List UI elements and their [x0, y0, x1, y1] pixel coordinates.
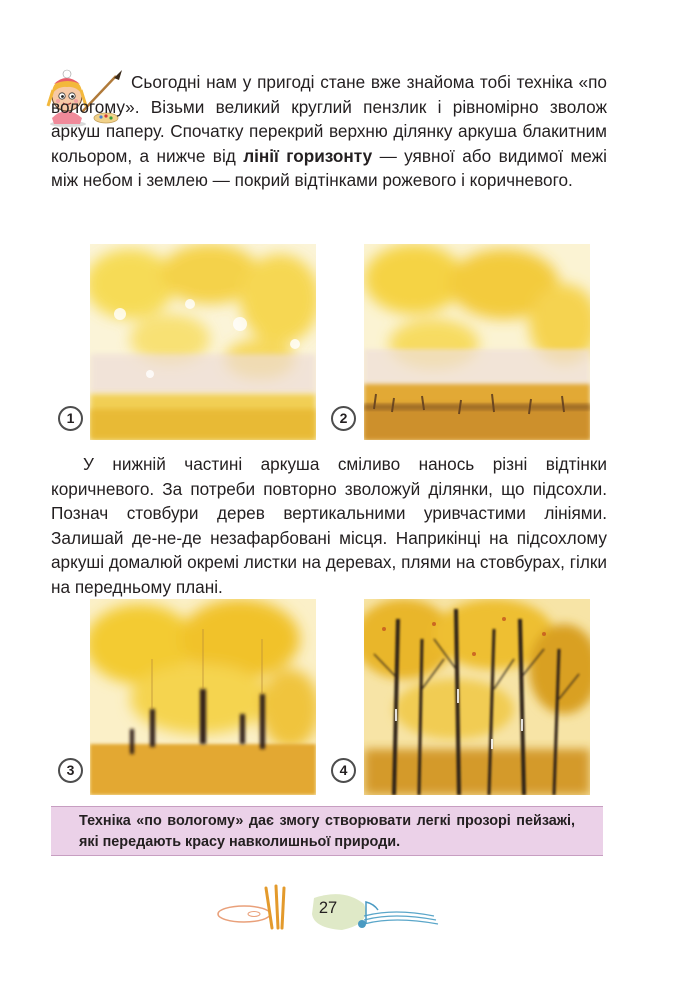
summary-box: Техніка «по вологому» дає змогу створювати легкі прозорі пейзажі, які передають красу навколишньої природи.	[51, 806, 603, 856]
figure-number-badge: 2	[331, 406, 356, 431]
figure-number-badge: 1	[58, 406, 83, 431]
watercolor-step-1-image	[90, 244, 316, 440]
watercolor-step-2-image	[364, 244, 590, 440]
horizon-line-term: лінії горизонту	[243, 145, 373, 166]
watercolor-step-4-image	[364, 599, 590, 795]
figure-number-badge: 4	[331, 758, 356, 783]
intro-paragraph	[51, 70, 607, 193]
intro-text-start: Сьогодні нам у пригоді стане вже знайома тобі техніка «по вологому». Візьми великий круглий пензлик і рівномірно зволож аркуш паперу. Спочатку перекрий верхню ділянку аркуша блакитним кольором, а нижче від	[51, 72, 607, 166]
watercolor-step-3-image	[90, 599, 316, 795]
steps-paragraph: У нижній частині аркуша сміливо нанось різні відтінки коричневого. За потреби повторно зволожуй ділянки, що підсохли. Познач стовбури дерев вертикальними уривчастими лініями. Залишай де-не-де незафарбовані місця. Наприкінці на підсохлому аркуші домалюй окремі листки на деревах, плями на стовбурах, гілки на передньому плані.	[51, 454, 607, 597]
figure-number-badge: 3	[58, 758, 83, 783]
intro-text-end: — уявної або видимої межі між небом і землею — покрий відтінками рожевого і коричневого.	[51, 145, 607, 191]
page-number: 27	[318, 899, 338, 917]
